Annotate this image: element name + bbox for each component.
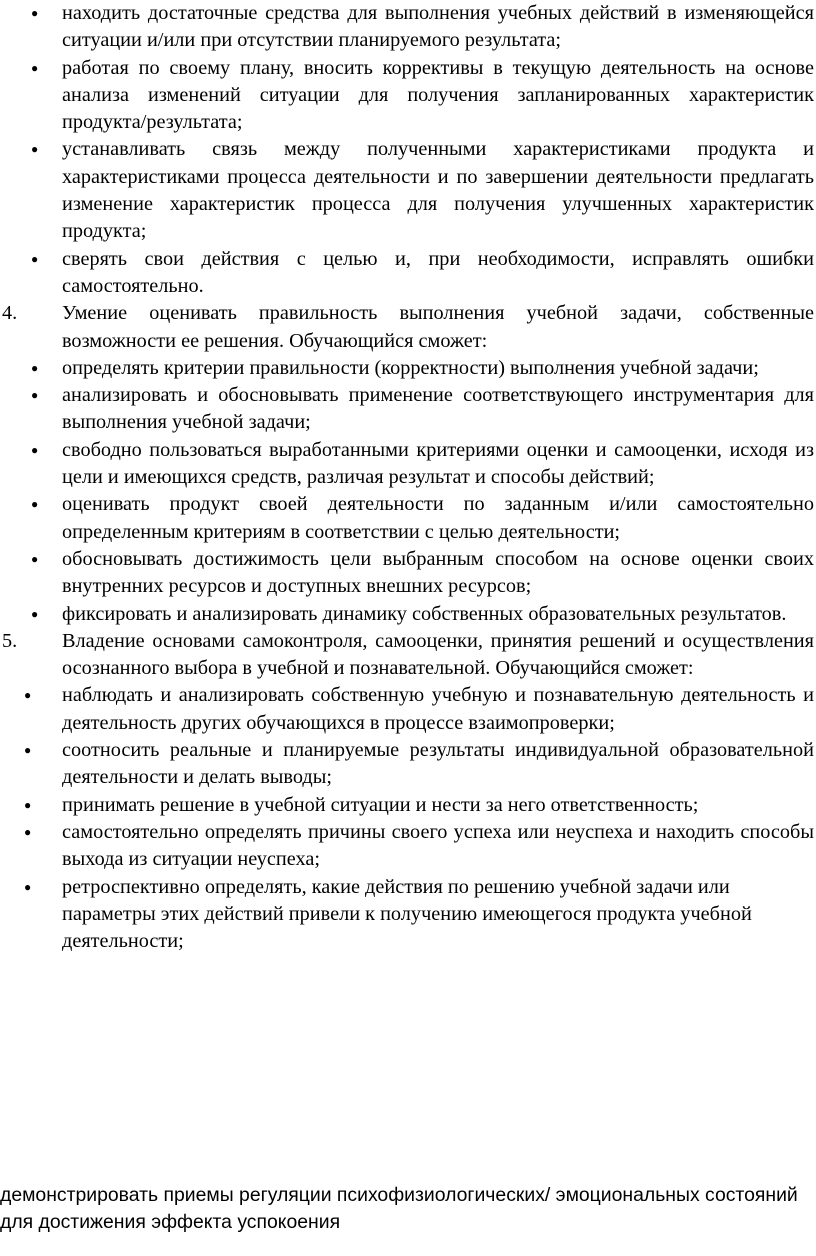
bullet-icon: ● [24, 879, 32, 894]
list-item-text: определять критерии правильности (корректности) выполнения учебной задачи; [62, 356, 759, 379]
list-item [0, 355, 816, 382]
bullet-icon: ● [24, 797, 32, 812]
bullet-icon: ● [31, 6, 39, 20]
list-item-text: наблюдать и анализировать собственную учебную и познавательную деятельность и деятельность других обучающихся в процессе взаимопроверки; [62, 684, 814, 734]
list-item [0, 0, 816, 55]
bullet-icon: ● [31, 60, 39, 75]
list-item [0, 382, 816, 437]
bullet-icon: ● [31, 606, 39, 621]
list-item [0, 601, 816, 628]
bullet-icon: ● [31, 551, 39, 566]
bullet-icon: ● [31, 142, 39, 157]
bullet-icon: ● [31, 388, 39, 403]
item-number: 4. [2, 302, 18, 325]
list-item [0, 136, 816, 245]
bullet-icon: ● [31, 360, 39, 375]
bullet-icon: ● [31, 251, 39, 266]
list-item [0, 437, 816, 492]
numbered-item-text: Умение оценивать правильность выполнения учебной задачи, собственные возможности ее решения. Обучающийся сможет: [62, 302, 814, 352]
list-item-text: работая по своему плану, вносить коррективы в текущую деятельность на основе анализа изменений ситуации для получения запланированных характеристик продукта/результата; [62, 56, 814, 134]
item-number: 5. [2, 629, 18, 652]
list-item [0, 491, 816, 546]
numbered-item-text: Владение основами самоконтроля, самооценки, принятия решений и осуществления осознанного выбора в учебной и познавательной. Обучающийся сможет: [62, 629, 814, 680]
list-item [0, 819, 816, 874]
list-item [0, 874, 816, 956]
bullet-icon: ● [31, 497, 39, 512]
list-item [0, 55, 816, 137]
list-item-text: соотносить реальные и планируемые результаты индивидуальной образовательной деятельности и делать выводы; [62, 739, 814, 789]
list-item-text: находить достаточные средства для выполнения учебных действий в изменяющейся ситуации и/или при отсутствии планируемого результата; [62, 2, 814, 52]
list-item-text: оценивать продукт своей деятельности по заданным и/или самостоятельно определенным критериям в соответствии с целью деятельности; [62, 493, 814, 543]
bullet-icon: ● [24, 688, 32, 703]
list-item-text: сверять свои действия с целью и, при необходимости, исправлять ошибки самостоятельно. [62, 247, 814, 297]
list-item-text: обосновывать достижимость цели выбранным способом на основе оценки своих внутренних ресурсов и доступных внешних ресурсов; [62, 547, 814, 598]
bullet-icon: ● [31, 442, 39, 457]
final-paragraph: демонстрировать приемы регуляции психофизиологических/ эмоциональных состояний для достижения эффекта успокоения [0, 1184, 798, 1233]
list-item-text: анализировать и обосновывать применение соответствующего инструментария для выполнения учебной задачи; [62, 384, 814, 434]
list-item [0, 246, 816, 301]
list-item [0, 682, 816, 737]
list-item [0, 737, 816, 792]
list-item [0, 546, 816, 601]
list-item [0, 792, 816, 819]
list-item-text: принимать решение в учебной ситуации и нести за него ответственность; [62, 793, 699, 816]
list-item-text: самостоятельно определять причины своего успеха или неуспеха и находить способы выхода из ситуации неуспеха; [62, 820, 814, 871]
list-item-text: фиксировать и анализировать динамику собственных образовательных результатов. [62, 602, 787, 625]
bullet-icon: ● [24, 824, 32, 839]
bullet-icon: ● [24, 743, 32, 758]
list-item-text: ретроспективно определять, какие действия по решению учебной задачи или параметры этих действий привели к получению имеющегося продукта учебной деятельности; [62, 875, 752, 953]
list-item-text: устанавливать связь между полученными характеристиками продукта и характеристиками процесса деятельности и по завершении деятельности предлагать изменение характеристик процесса для получения улучшенных характеристик продукта; [62, 138, 814, 243]
numbered-item-4 [0, 300, 816, 355]
numbered-item-5 [0, 628, 816, 683]
list-item-text: свободно пользоваться выработанными критериями оценки и самооценки, исходя из цели и имеющихся средств, различая результат и способы действий; [62, 438, 814, 489]
